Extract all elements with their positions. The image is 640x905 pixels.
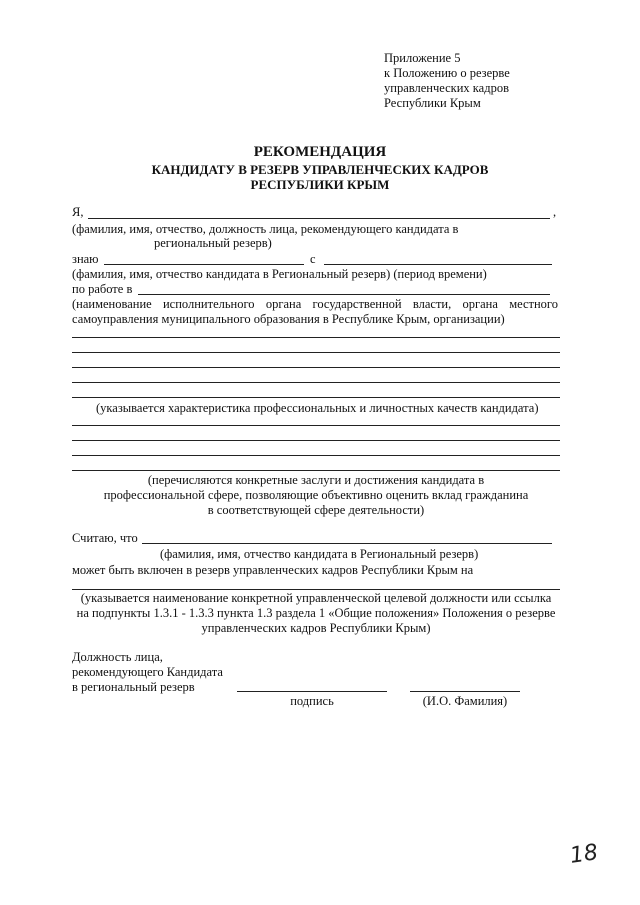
name-hint: (И.О. Фамилия) xyxy=(422,694,508,708)
period-blank[interactable] xyxy=(324,264,552,265)
recommender-hint: региональный резерв) xyxy=(154,236,272,250)
appendix-line: к Положению о резерве xyxy=(384,66,510,80)
considered-candidate-blank[interactable] xyxy=(142,543,552,544)
appendix-line: управленческих кадров xyxy=(384,81,509,95)
position-hint: управленческих кадров Республики Крым) xyxy=(201,621,431,635)
signature-hint: подпись xyxy=(290,694,334,708)
signature-label: рекомендующего Кандидата xyxy=(72,665,223,679)
consider-included: может быть включен в резерв управленческих кадров Республики Крым на xyxy=(72,563,474,577)
work-hint: самоуправления муниципального образования в Республике Крым, организации) xyxy=(72,312,505,326)
merits-line[interactable] xyxy=(72,455,560,456)
merits-line[interactable] xyxy=(72,425,560,426)
workplace-blank[interactable] xyxy=(138,294,550,295)
appendix-note xyxy=(384,51,510,111)
signature-label: Должность лица, xyxy=(72,650,163,664)
appendix-line: Приложение 5 xyxy=(384,51,461,65)
characteristic-line[interactable] xyxy=(72,337,560,338)
characteristic-line[interactable] xyxy=(72,352,560,353)
recommender-blank[interactable] xyxy=(88,218,550,219)
characteristic-line[interactable] xyxy=(72,397,560,398)
position-hint: (указывается наименование конкретной управленческой целевой должности или ссылка xyxy=(80,591,552,605)
work-prefix: по работе в xyxy=(72,282,133,296)
knows-hint: (фамилия, имя, отчество кандидата в Региональный резерв) (период времени) xyxy=(72,267,487,281)
characteristic-line[interactable] xyxy=(72,367,560,368)
work-hint: (наименование исполнительного органа государственной власти, органа местного xyxy=(72,297,558,311)
position-hint: на подпункты 1.3.1 - 1.3.3 пункта 1.3 раздела 1 «Общие положения» Положения о резерве xyxy=(76,606,556,620)
knows-since: с xyxy=(310,252,316,266)
merits-line[interactable] xyxy=(72,470,560,471)
target-position-blank[interactable] xyxy=(72,589,560,590)
document-subtitle-line2: РЕСПУБЛИКИ КРЫМ xyxy=(250,177,390,192)
characteristic-hint: (указывается характеристика профессиональных и личностных качеств кандидата) xyxy=(96,401,539,415)
recommender-prefix: Я, xyxy=(72,205,84,219)
signature-label: в региональный резерв xyxy=(72,680,195,694)
consider-prefix: Считаю, что xyxy=(72,531,138,545)
recommender-hint: (фамилия, имя, отчество, должность лица, рекомендующего кандидата в xyxy=(72,222,459,236)
characteristic-line[interactable] xyxy=(72,382,560,383)
merits-hint: профессиональной сфере, позволяющие объективно оценить вклад гражданина xyxy=(103,488,529,502)
appendix-line: Республики Крым xyxy=(384,96,481,110)
merits-line[interactable] xyxy=(72,440,560,441)
page-number: 18 xyxy=(568,840,600,869)
consider-hint: (фамилия, имя, отчество кандидата в Региональный резерв) xyxy=(160,547,479,561)
signature-blank[interactable] xyxy=(237,691,387,692)
merits-hint: (перечисляются конкретные заслуги и достижения кандидата в xyxy=(147,473,485,487)
candidate-name-blank[interactable] xyxy=(104,264,304,265)
document-title: РЕКОМЕНДАЦИЯ xyxy=(253,144,387,160)
knows-prefix: знаю xyxy=(72,252,99,266)
document-subtitle-line1: КАНДИДАТУ В РЕЗЕРВ УПРАВЛЕНЧЕСКИХ КАДРОВ xyxy=(151,162,489,177)
merits-hint: в соответствующей сфере деятельности) xyxy=(207,503,425,517)
recommender-suffix: , xyxy=(553,205,557,219)
name-blank[interactable] xyxy=(410,691,520,692)
